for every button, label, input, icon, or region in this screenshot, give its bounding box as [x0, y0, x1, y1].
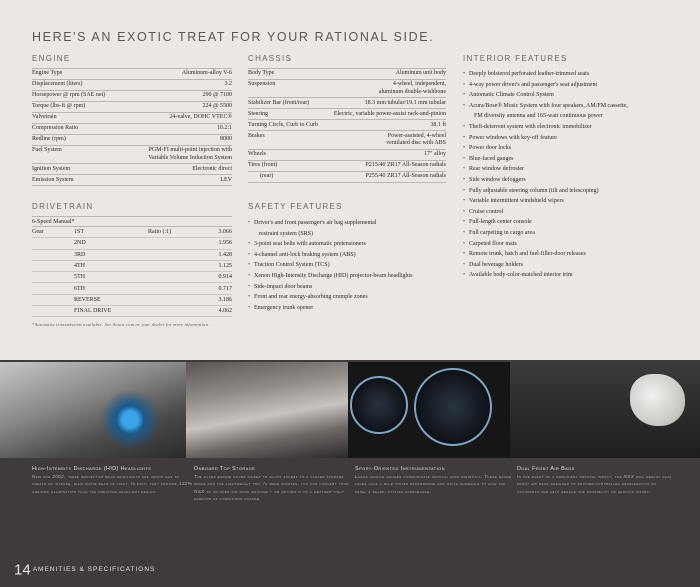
ratio-label: Ratio (:1)	[148, 229, 172, 236]
spec-label: Turning Circle, Curb to Curb	[248, 121, 318, 128]
feature-item: • Driver's and front passenger's air bag supplemental	[248, 218, 413, 229]
page-headline: HERE'S AN EXOTIC TREAT FOR YOUR RATIONAL SIDE.	[32, 30, 435, 44]
transmission-type: 6-Speed Manual*	[32, 216, 232, 227]
caption-body: New for 2002, these projector-beam headlights use xenon gas to create an intense, blue-white beam of light. In fact, they provide 132% greater illumination than the previous headlight design.	[32, 474, 193, 494]
gear-name: 3RD	[74, 251, 86, 258]
caption-headlights	[32, 466, 194, 495]
feature-item: • Dual beverage holders	[463, 260, 628, 271]
gear-row	[32, 295, 232, 306]
feature-item: • Variable intermittent windshield wipers	[463, 196, 628, 207]
caption-title: Onboard Top Storage	[194, 466, 256, 472]
caption-body: The glass engine cover raises to allow access to a clever storage space for the lightweight top. In mere minutes, you can convert your NSX to an open-air road machine – or return it to a weather-tight hardtop as conditions change.	[194, 474, 349, 502]
spec-value: 10.2:1	[216, 125, 232, 132]
spec-value: 3.2	[224, 81, 232, 88]
feature-item: • Xenon High-Intensity Discharge (HID) projector-beam headlights	[248, 271, 413, 282]
spec-row	[248, 108, 446, 119]
safety-list	[248, 218, 413, 313]
feature-item: • Acura/Bose® Music System with four speakers, AM/FM cassette,	[463, 101, 628, 112]
spec-value: P215/40 ZR17 All-Season radials	[365, 161, 446, 168]
gear-name: 2ND	[74, 240, 86, 247]
top-storage-photo	[186, 362, 348, 458]
gear-ratio: 1.956	[218, 240, 232, 247]
feature-item: • Automatic Climate Control System	[463, 90, 628, 101]
spec-row	[248, 160, 446, 171]
spec-row	[248, 68, 446, 79]
interior-heading: INTERIOR FEATURES	[463, 54, 568, 63]
spec-label: Displacement (liters)	[32, 81, 83, 88]
spec-row	[32, 145, 232, 163]
spec-row	[32, 134, 232, 145]
feature-item: • Theft-deterrent system with electronic immobilizer	[463, 122, 628, 133]
spec-row	[32, 79, 232, 90]
gear-name: FINAL DRIVE	[74, 308, 112, 315]
spec-label: Suspension	[248, 81, 276, 88]
spec-value: LEV	[220, 176, 232, 183]
spec-value: 17" alloy	[424, 150, 446, 157]
spec-label: Compression Ratio	[32, 125, 79, 132]
feature-item: • Power windows with key-off feature	[463, 133, 628, 144]
spec-row	[32, 68, 232, 79]
gear-ratio: 0.914	[218, 274, 232, 281]
spec-value: 18.3 mm tubular/19.1 mm tubular	[364, 99, 446, 106]
interior-list	[463, 69, 628, 281]
spec-value: 4-wheel, independent, aluminum double-wishbone	[378, 81, 446, 95]
spec-row	[32, 174, 232, 186]
gauges-photo	[348, 362, 510, 458]
gear-row	[32, 238, 232, 249]
feature-item: • Emergency trunk opener	[248, 303, 413, 314]
spec-value: P255/40 ZR17 All-Season radials	[365, 172, 446, 179]
gear-label: Gear	[32, 229, 44, 236]
spec-value: Electric, variable power-assist rack-and-pinion	[333, 110, 446, 117]
spec-row	[32, 101, 232, 112]
caption-top-storage	[194, 466, 356, 503]
spec-value: Power-assisted, 4-wheel ventilated disc with ABS	[386, 132, 446, 147]
caption-title: Sport-Oriented Instrumentation	[355, 466, 445, 472]
feature-item: • 4-way power driver's and passenger's seat adjustment	[463, 80, 628, 91]
headlight-photo	[0, 362, 186, 458]
gear-name: 5TH	[74, 274, 85, 281]
gear-row	[32, 261, 232, 272]
spec-row	[248, 79, 446, 97]
drivetrain-table	[32, 216, 232, 327]
spec-row	[248, 119, 446, 130]
spec-label: Torque (lbs-ft @ rpm)	[32, 103, 86, 110]
drivetrain-heading: DRIVETRAIN	[32, 202, 94, 211]
spec-label: Brakes	[248, 132, 265, 139]
feature-item: • Rear window defroster	[463, 164, 628, 175]
gear-row	[32, 306, 232, 317]
feature-item: • Remote trunk, hatch and fuel-filler-door releases	[463, 249, 628, 260]
chassis-heading: CHASSIS	[248, 54, 293, 63]
spec-value: 38.1 ft	[430, 121, 446, 128]
spec-label: Redline (rpm)	[32, 136, 66, 143]
tachometer-gauge	[414, 368, 492, 446]
safety-heading: SAFETY FEATURES	[248, 202, 343, 211]
spec-value: 224 @ 5500	[202, 103, 232, 110]
caption-title: Dual Front Air Bags	[517, 466, 575, 472]
spec-value: Aluminum unit body	[395, 70, 446, 77]
chassis-table	[248, 68, 446, 183]
caption-title: High-Intensity Discharge (HID) Headlights	[32, 466, 152, 472]
feature-item: • Full-length center console	[463, 217, 628, 228]
feature-item: • Cruise control	[463, 207, 628, 218]
gear-name: 6TH	[74, 285, 85, 292]
gear-name: 4TH	[74, 263, 85, 270]
spec-label: Stabilizer Bar (front/rear)	[248, 99, 310, 106]
spec-row	[32, 123, 232, 134]
photo-strip	[0, 362, 700, 458]
spec-row	[248, 97, 446, 108]
gear-row	[32, 283, 232, 294]
spec-label: Valvetrain	[32, 114, 57, 121]
gear-ratio: 0.717	[218, 285, 232, 292]
airbag-graphic	[630, 374, 685, 426]
feature-item: • Available body-color-matched interior trim	[463, 270, 628, 281]
caption-body: In the event of a sufficient frontal impact, the NSX will deploy dual front air bags designed to provide controlled deceleration of occupants and help reduce the possibility of serious injury.	[517, 474, 672, 494]
spec-value: 290 @ 7100	[202, 92, 232, 99]
gear-row	[32, 272, 232, 283]
spec-label: Fuel System	[32, 147, 62, 154]
drivetrain-footnote: *Automatic transmission available. See Acura.com or your dealer for more information.	[32, 322, 210, 328]
page-footer	[14, 561, 155, 579]
gear-name: 1ST	[74, 229, 85, 236]
spec-label: Horsepower @ rpm (SAE net)	[32, 92, 106, 99]
spec-label: Tires (front)	[248, 161, 278, 168]
caption-instrumentation	[355, 466, 517, 495]
gear-name: REVERSE	[74, 296, 101, 303]
spec-value: 24-valve, DOHC VTEC®	[169, 114, 232, 121]
feature-item: • Fully adjustable steering column (tilt and telescoping)	[463, 186, 628, 197]
page-number: 14	[14, 561, 31, 579]
gear-row	[32, 250, 232, 261]
spec-row	[248, 171, 446, 183]
gear-ratio: 4.062	[218, 308, 232, 315]
feature-item: restraint system (SRS)	[259, 230, 313, 237]
engine-table	[32, 68, 232, 186]
footer-label: AMENITIES & SPECIFICATIONS	[32, 566, 156, 574]
spec-value: Electronic direct	[192, 165, 232, 172]
airbag-photo	[510, 362, 700, 458]
spec-label: Engine Type	[32, 70, 63, 77]
feature-item: • Side window defoggers	[463, 175, 628, 186]
spec-row	[32, 90, 232, 101]
feature-item: • Side-impact door beams	[248, 282, 413, 293]
spec-value: Aluminum-alloy V-6	[181, 70, 232, 77]
engine-heading: ENGINE	[32, 54, 71, 63]
feature-item: • 3-point seat belts with automatic pretensioners	[248, 239, 413, 250]
spec-row	[32, 112, 232, 123]
caption-body: Large analog gauges communicate critical data instantly. These gauge faces have a blue-tinted background and white numerals to give the panel a sharp, stylish appearance.	[355, 474, 512, 494]
spec-value: PGM-FI multi-point injection with Variable Volume Induction System	[148, 147, 232, 161]
speedometer-gauge	[350, 376, 408, 434]
spec-label: Emission System	[32, 176, 74, 183]
feature-item: • Deeply bolstered perforated leather-trimmed seats	[463, 69, 628, 80]
spec-row	[32, 163, 232, 174]
spec-label: Steering	[248, 110, 268, 117]
spec-label: Wheels	[248, 150, 266, 157]
spec-label: (rear)	[260, 172, 274, 179]
feature-item: • Carpeted floor mats	[463, 239, 628, 250]
spec-value: 8000	[220, 136, 232, 143]
spec-label: Ignition System	[32, 165, 71, 172]
feature-item: • Full carpeting in cargo area	[463, 228, 628, 239]
feature-item: • Front and rear energy-absorbing crumple zones	[248, 292, 413, 303]
caption-airbags	[517, 466, 679, 495]
gear-ratio: 3.186	[218, 296, 232, 303]
spec-label: Body Type	[248, 70, 275, 77]
feature-item: • 4-channel anti-lock braking system (ABS)	[248, 250, 413, 261]
feature-item: • Traction Control System (TCS)	[248, 260, 413, 271]
feature-item: • Power door locks	[463, 143, 628, 154]
gear-ratio: 3.066	[218, 229, 232, 236]
gear-row	[32, 227, 232, 238]
spec-row	[248, 130, 446, 148]
feature-item: FM diversity antenna and 165-watt continuous power	[474, 113, 603, 120]
gear-ratio: 1.125	[218, 263, 232, 270]
gear-ratio: 1.428	[218, 251, 232, 258]
feature-item: • Blue-faced gauges	[463, 154, 628, 165]
spec-row	[248, 149, 446, 160]
